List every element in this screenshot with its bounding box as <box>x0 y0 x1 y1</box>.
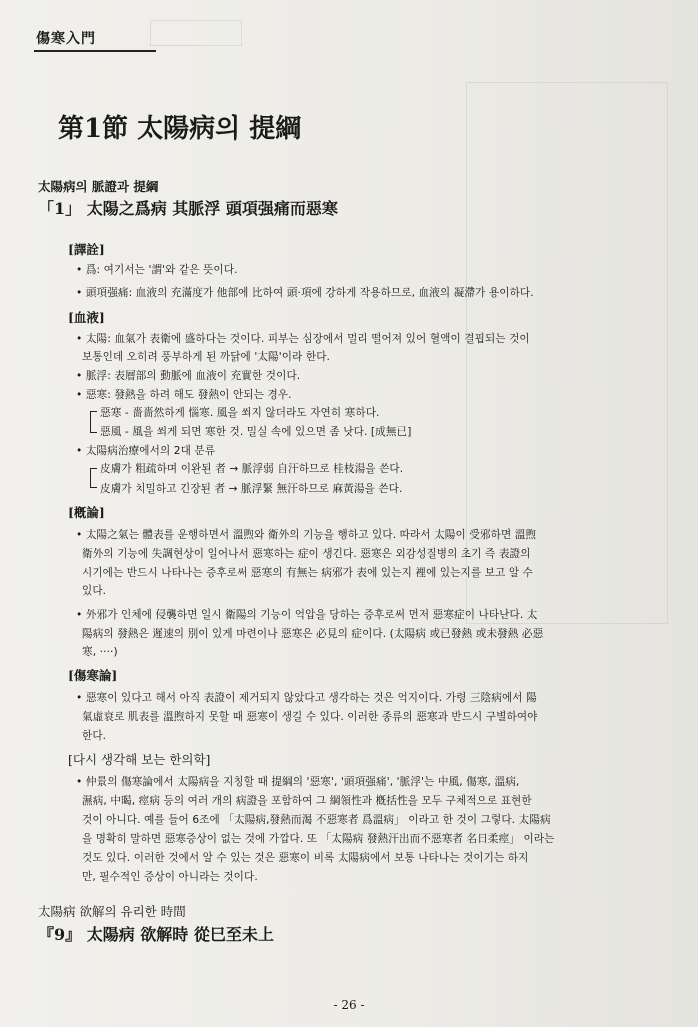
section-title: 第1節 太陽病의 提綱 <box>58 114 302 144</box>
text-line: • 外邪가 인체에 侵襲하면 일시 衛陽의 기능이 억압을 당하는 증후로써 먼저 惡寒症이 나타난다. 太 <box>76 609 538 621</box>
text-line: 濕病, 中暍, 痙病 등의 여러 개의 病證을 포함하여 그 綱領性과 槪括性을 모두 구체적으로 표현한 <box>82 795 532 807</box>
running-head-rule <box>34 50 156 52</box>
text-line: 惡風 - 風을 쐬게 되면 寒한 것. 밀실 속에 있으면 좀 낫다. [成無已] <box>100 426 412 438</box>
text-line: 있다. <box>82 585 107 597</box>
text-line: 한다. <box>82 730 107 742</box>
bracket <box>90 468 97 488</box>
text-line: • 惡寒이 있다고 해서 아직 表證이 제거되지 않았다고 생각하는 것은 억지이다. 가령 三陰病에서 陽 <box>76 692 537 704</box>
label-translation: [譯詮] <box>68 242 105 257</box>
label-shanghan: [傷寒論] <box>68 668 118 683</box>
text-line: 보통인데 오히려 풍부하게 된 까닭에 '太陽'이라 한다. <box>82 351 331 363</box>
text-line: 寒, ····) <box>82 646 118 658</box>
bleed-through-box <box>150 20 242 46</box>
text-line: • 仲景의 傷寒論에서 太陽病을 지칭할 때 提綱의 '惡寒', '頭項强痛', '脈浮'는 中風, 傷寒, 溫病, <box>76 776 520 788</box>
text-line: • 爲: 여기서는 '謂'와 같은 뜻이다. <box>76 264 238 276</box>
text-line: 만, 필수적인 증상이 아니라는 것이다. <box>82 871 258 883</box>
label-outline: [槪論] <box>68 505 105 520</box>
label-review: [다시 생각해 보는 한의학] <box>68 752 211 767</box>
text-line: 皮膚가 치밀하고 긴장된 者 → 脈浮緊 無汗하므로 麻黃湯을 쓴다. <box>100 483 403 495</box>
text-line: 皮膚가 粗疏하며 이완된 者 → 脈浮弱 自汗하므로 桂枝湯을 쓴다. <box>100 463 404 475</box>
topic-heading: 太陽病 欲解의 유리한 時間 <box>38 904 186 919</box>
text-line: • 太陽病治療에서의 2대 분류 <box>76 445 216 457</box>
text-line: 惡寒 - 嗇嗇然하게 惱寒. 風을 쐬지 않더라도 자연히 寒하다. <box>100 407 380 419</box>
text-line: 시기에는 반드시 나타나는 증후로써 惡寒의 有無는 病邪가 表에 있는지 裡에 있는지를 보고 알 수 <box>82 567 533 579</box>
text-line: • 脈浮: 表層部의 動脈에 血液이 充實한 것이다. <box>76 370 301 382</box>
text-line: 衛外의 기능에 失調현상이 일어나서 惡寒하는 症이 생긴다. 惡寒은 외감성질병의 초기 즉 表證의 <box>82 548 531 560</box>
text-line: 을 명확히 말하면 惡寒증상이 없는 것에 가깝다. 또 「太陽病 發熱汗出而不惡寒者 名日柔痙」 이라는 <box>82 833 555 845</box>
text-line: • 頭項强痛: 血液의 充滿度가 他部에 比하여 頭·項에 강하게 작용하므로, 血液의 凝滯가 용이하다. <box>76 287 534 299</box>
label-terms: [血液] <box>68 310 105 325</box>
verse-heading: 「1」 太陽之爲病 其脈浮 頭項强痛而惡寒 <box>38 199 338 218</box>
bleed-through-table <box>466 82 668 624</box>
text-line: 陽病의 發熱은 遲速의 別이 있게 마련이나 惡寒은 必見의 症이다. (太陽病 或已發熱 或未發熱 必惡 <box>82 628 544 640</box>
text-line: 것이 아니다. 예를 들어 6조에 「太陽病,發熱而渴 不惡寒者 爲溫病」 이라고 한 것이 그렇다. 太陽病 <box>82 814 551 826</box>
text-line: • 太陽之氣는 體表를 운행하면서 溫煦와 衛外의 기능을 행하고 있다. 따라서 太陽이 受邪하면 溫煦 <box>76 529 537 541</box>
text-line: • 惡寒: 發熱을 하려 해도 發熱이 안되는 경우. <box>76 389 292 401</box>
text-line: 것도 있다. 이러한 것에서 알 수 있는 것은 惡寒이 비록 太陽病에서 보통 나타나는 것이기는 하지 <box>82 852 529 864</box>
bracket <box>90 411 97 433</box>
text-line: • 太陽: 血氣가 表衛에 盛하다는 것이다. 피부는 심장에서 멀리 떨어져 있어 혈액이 결핍되는 것이 <box>76 333 530 345</box>
running-head: 傷寒入門 <box>36 31 96 47</box>
topic-heading: 太陽病의 脈證과 提綱 <box>38 179 159 194</box>
page-number: - 26 - <box>333 998 365 1012</box>
text-line: 氣虛衰로 肌表를 溫煦하지 못할 때 惡寒이 생길 수 있다. 이러한 종류의 惡寒과 반드시 구별하여야 <box>82 711 538 723</box>
verse-heading: 『9』 太陽病 欲解時 從巳至未上 <box>38 925 274 944</box>
